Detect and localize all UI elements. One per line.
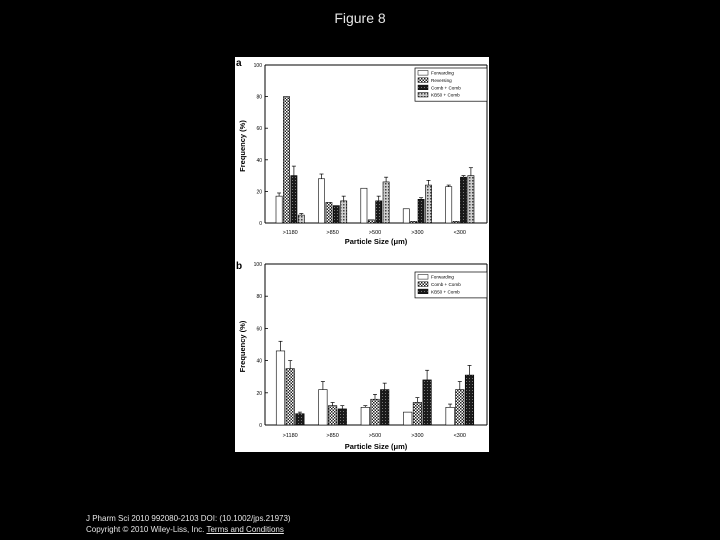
y-tick-label: 40	[256, 157, 262, 164]
bar	[376, 201, 382, 223]
bar	[276, 196, 282, 223]
y-tick-label: 60	[256, 126, 262, 133]
y-tick-label: 80	[256, 294, 262, 301]
y-axis-label: Frequency (%)	[238, 120, 247, 172]
x-tick-label: >300	[411, 433, 424, 439]
legend-label: KB50 + Comb	[431, 289, 460, 295]
legend-swatch	[418, 85, 428, 90]
legend-label: Forwarding	[431, 274, 454, 280]
bar	[291, 176, 297, 223]
bar	[403, 209, 409, 223]
citation-reference: J Pharm Sci 2010 992080-2103 DOI: (10.1002/jps.21973)	[86, 514, 291, 523]
x-tick-label: >500	[368, 433, 382, 439]
bar	[446, 407, 455, 425]
y-tick-label: 20	[256, 189, 262, 196]
bar	[446, 187, 452, 223]
bar	[298, 215, 304, 223]
terms-and-conditions-link[interactable]: Terms and Conditions	[206, 525, 284, 534]
bar	[283, 97, 289, 223]
legend-swatch	[418, 92, 428, 97]
bar	[361, 188, 367, 223]
bar	[413, 402, 422, 425]
x-tick-label: >1180	[282, 433, 298, 439]
y-tick-label: 20	[256, 390, 262, 397]
y-tick-label: 80	[256, 94, 262, 101]
citation-copyright-line	[86, 524, 291, 535]
x-axis-label: Particle Size (μm)	[344, 442, 408, 451]
y-tick-label: 60	[256, 326, 262, 333]
chart-panel-a	[236, 58, 487, 246]
y-axis-label: Frequency (%)	[238, 320, 247, 373]
legend-label: Comb + Comb	[431, 85, 461, 91]
x-tick-label: >500	[368, 230, 382, 236]
y-tick-label: 0	[259, 423, 262, 429]
y-tick-label: 100	[253, 262, 262, 268]
legend-swatch	[418, 282, 428, 287]
x-tick-label: >300	[411, 230, 424, 236]
bar	[418, 199, 424, 223]
slide-title: Figure 8	[334, 10, 386, 26]
bar	[403, 412, 412, 425]
x-axis-label: Particle Size (μm)	[344, 237, 408, 246]
bar	[371, 399, 380, 425]
bar	[361, 407, 370, 425]
legend-label: Reversing	[431, 78, 452, 83]
x-tick-label: <300	[453, 433, 466, 439]
legend-swatch	[418, 78, 428, 83]
bar	[341, 201, 347, 223]
bar	[383, 182, 389, 223]
x-tick-label: >850	[326, 433, 339, 439]
figure-panel	[235, 57, 489, 452]
x-tick-label: >1180	[282, 230, 298, 236]
x-tick-label: <300	[453, 230, 466, 236]
legend-label: Forwarding	[431, 70, 454, 76]
panel-label: b	[236, 261, 243, 272]
legend-label: Comb + Comb	[431, 282, 461, 287]
bar	[380, 390, 389, 425]
bar	[286, 369, 295, 425]
bar	[423, 380, 432, 425]
legend-label: KB50 + Comb	[431, 92, 460, 98]
panel-label: a	[236, 58, 242, 69]
legend-swatch	[418, 289, 428, 294]
copyright-text: Copyright © 2010 Wiley-Liss, Inc.	[86, 525, 205, 534]
bar	[465, 375, 474, 425]
bar	[333, 206, 339, 223]
legend-swatch	[418, 71, 428, 76]
figure-8-charts	[235, 57, 489, 452]
bar	[328, 406, 337, 425]
bar	[453, 221, 459, 223]
bar	[368, 220, 374, 223]
bar	[276, 351, 285, 425]
bar	[318, 179, 324, 223]
bar	[296, 414, 305, 425]
bar	[411, 221, 417, 223]
bar	[319, 390, 328, 425]
bar	[326, 202, 332, 223]
y-tick-label: 40	[256, 358, 262, 365]
bar	[338, 409, 347, 425]
bar	[468, 176, 474, 223]
bar	[425, 185, 431, 223]
chart-panel-b	[236, 261, 487, 451]
legend-swatch	[418, 275, 428, 280]
bar	[456, 390, 465, 425]
y-tick-label: 0	[259, 221, 262, 227]
y-tick-label: 100	[253, 63, 262, 69]
bar	[460, 177, 466, 223]
citation	[86, 513, 291, 535]
x-tick-label: >850	[326, 230, 339, 236]
